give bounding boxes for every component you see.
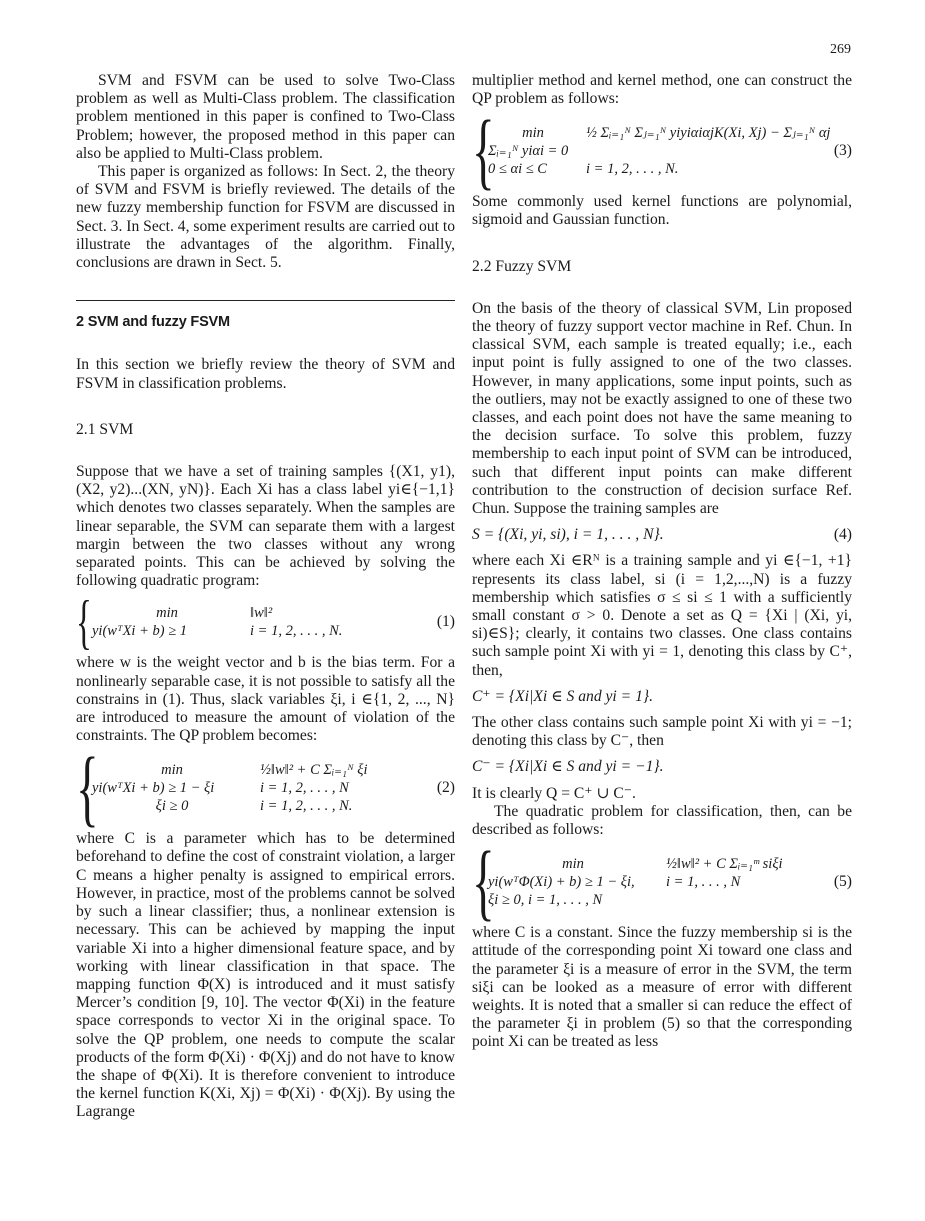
paragraph-kernels: Some commonly used kernel functions are polynomial, sigmoid and Gaussian function. [472,193,852,229]
equation-cminus [472,758,852,776]
eq3-row3-left: 0 ≤ αi ≤ C [488,160,547,177]
paragraph-fuzzy-1: On the basis of the theory of classical SVM, Lin proposed the theory of fuzzy support vector machine in Ref. Chun. In classical SVM, each sample is treated equally; i.e., each input point is fully assigned to one of the two classes. However, in many applications, some input points, such as the outliers, may not be exactly assigned to one of these two classes, and each point does not have the same meaning to the decision surface. To solve this problem, fuzzy membership to each input point of SVM can be introduced, such that different input points can make different contribution to the construction of decision surface Ref. Chun. Suppose the training samples are [472,299,852,518]
paragraph-lagrange: multiplier method and kernel method, one can construct the QP problem as follows: [472,72,852,108]
section-heading: 2 SVM and fuzzy FSVM [76,314,230,331]
equation-5 [472,833,852,930]
eq3-row2-left: Σᵢ₌₁ᴺ yiαi = 0 [488,142,569,159]
paragraph-fuzzy-2: where each Xi ∈Rᴺ is a training sample and yi ∈{−1, +1} represents its class label, si (i = 1,2,...,N) is a fuzzy membership which satisfies σ ≤ si ≤ 1 with a sufficiently small constant σ > 0. Denote a set as Q = {Xi | (Xi, yi, si)∈S}; clearly, it contains two classes. One class contains such sample point Xi with yi = 1, denoting this class by C⁺, then, [472,552,852,679]
brace-icon: { [472,833,495,930]
equation-number-4: (4) [833,526,852,544]
subsection-heading-fuzzy-svm: 2.2 Fuzzy SVM [472,257,572,275]
eq4-body: S = {(Xi, yi, si), i = 1, . . . , N}. [472,526,664,544]
paragraph-fuzzy-6: where C is a constant. Since the fuzzy membership si is the attitude of the corresponding point Xi toward one class and the parameter ξi is a measure of error in the SVM, the term siξi can be looked as a measure of error with different weights. It is noted that a smaller si can reduce the effect of the parameter ξi in problem (5) so that the corresponding point Xi can be treated as less [472,924,852,1051]
paragraph-fuzzy-3: The other class contains such sample point Xi with yi = −1; denoting this class by C⁻, then [472,714,852,750]
eq1-row2-right: i = 1, 2, . . . , N. [250,623,343,640]
equation-number-3: (3) [833,141,852,159]
eq3-row1-right: ½ Σᵢ₌₁ᴺ Σⱼ₌₁ᴺ yiyiαiαjK(Xi, Xj) − Σⱼ₌₁ᴺ αj [586,124,831,141]
subsection-heading-svm: 2.1 SVM [76,420,134,438]
right-column [472,72,852,1052]
eq3-row3-right: i = 1, 2, . . . , N. [586,160,679,177]
equation-cplus [472,688,852,706]
eq3-row2-right [586,142,838,160]
eq3-row1-left: min [522,124,544,141]
eq2-row2-right: i = 1, 2, . . . , N [260,779,349,796]
equation-number-1: (1) [436,613,455,631]
brace-icon: { [472,102,495,199]
eq5-row2-left: yi(wᵀΦ(Xi) + b) ≥ 1 − ξi, [488,873,635,890]
eq2-row1-left: min [161,761,183,778]
eq5-row2-right: i = 1, . . . , N [666,873,741,890]
eq1-row1-right: ‖w‖² [250,605,273,622]
eq5-row1-right: ½‖w‖² + C Σᵢ₌₁ᵐ siξi [666,855,783,872]
eq2-row1-right: ½‖w‖² + C Σᵢ₌₁ᴺ ξi [260,761,368,778]
eq5-row3-right [666,891,791,909]
paragraph-intro-2: This paper is organized as follows: In Sect. 2, the theory of SVM and FSVM is briefly reviewed. The details of the new fuzzy membership function for FSVM are discussed in Sect. 3. In Sect. 4, some experiment results are carried out to illustrate the advantages of the algorithm. Finally, conclusions are drawn in Sect. 5. [76,163,455,272]
equation-4 [472,526,852,544]
eq5-row3-left: ξi ≥ 0, i = 1, . . . , N [488,891,603,908]
cplus-body: C⁺ = {Xi|Xi ∈ S and yi = 1}. [472,687,654,705]
brace-icon: { [76,739,99,836]
eq2-row3-right: i = 1, 2, . . . , N. [260,797,353,814]
paragraph-svm-2: where w is the weight vector and b is the bias term. For a nonlinearly separable case, it is not possible to satisfy all the constrains in (1). Thus, slack variables ξi, i ∈{1, 2, ..., N} are introduced to measure the amount of violation of the constraints. The QP problem becomes: [76,654,455,745]
equation-3 [472,102,852,199]
paragraph-svm-1: Suppose that we have a set of training samples {(X1, y1), (X2, y2)...(XN, yN)}. Each Xi has a class label yi∈{−1,1} which denotes two classes separately. When the samples are linear separable, the SVM can separate them with a largest margin between the two classes without any wrong separated points. This can be achieved by solving the following quadratic program: [76,463,455,590]
eq1-row2-left: yi(wᵀXi + b) ≥ 1 [92,623,188,640]
page-number: 269 [830,42,851,57]
left-column [76,72,455,1122]
eq5-row1-left: min [562,855,584,872]
paragraph-fuzzy-5: The quadratic problem for classification, then, can be described as follows: [472,802,852,839]
cminus-body: C⁻ = {Xi|Xi ∈ S and yi = −1}. [472,758,664,776]
equation-1 [76,589,455,656]
equation-2 [76,739,455,836]
section-divider [76,300,455,301]
paragraph-intro-1: SVM and FSVM can be used to solve Two-Class problem as well as Multi-Class problem. The classification problem mentioned in this paper is confined to Two-Class Problem; however, the proposed method in this paper can also be applied to Multi-Class problem. [76,72,455,162]
brace-icon: { [76,589,92,656]
paragraph-svm-3: where C is a parameter which has to be determined beforehand to define the cost of constraint violation, a larger C means a higher penalty is assigned to empirical errors. However, in practice, most of the problems cannot be solved by such a linear classifier; thus, a nonlinear extension is necessary. This can be achieved by mapping the input variable Xi into a higher dimensional feature space, and by working with linear classification in that space. The mapping function Φ(X) is introduced and it must satisfy Mercer’s condition [9, 10]. The vector Φ(Xi) in the feature space corresponds to vector Xi in the original space. To solve the QP problem, one needs to compute the scalar products of the form Φ(Xi) · Φ(Xj) and do not have to know the shape of Φ(Xi). It is therefore convenient to introduce the kernel function K(Xi, Xj) = Φ(Xi) · Φ(Xj). By using the Lagrange [76,830,455,1121]
paragraph-section-intro: In this section we briefly review the theory of SVM and FSVM in classification problems. [76,356,455,392]
equation-number-2: (2) [436,778,455,796]
eq1-row1-left: min [156,605,178,622]
eq2-row3-left: ξi ≥ 0 [155,797,189,814]
equation-number-5: (5) [833,872,852,890]
eq2-row2-left: yi(wᵀXi + b) ≥ 1 − ξi [92,779,215,796]
paragraph-fuzzy-4: It is clearly Q = C⁺ ∪ C⁻. [472,784,636,802]
